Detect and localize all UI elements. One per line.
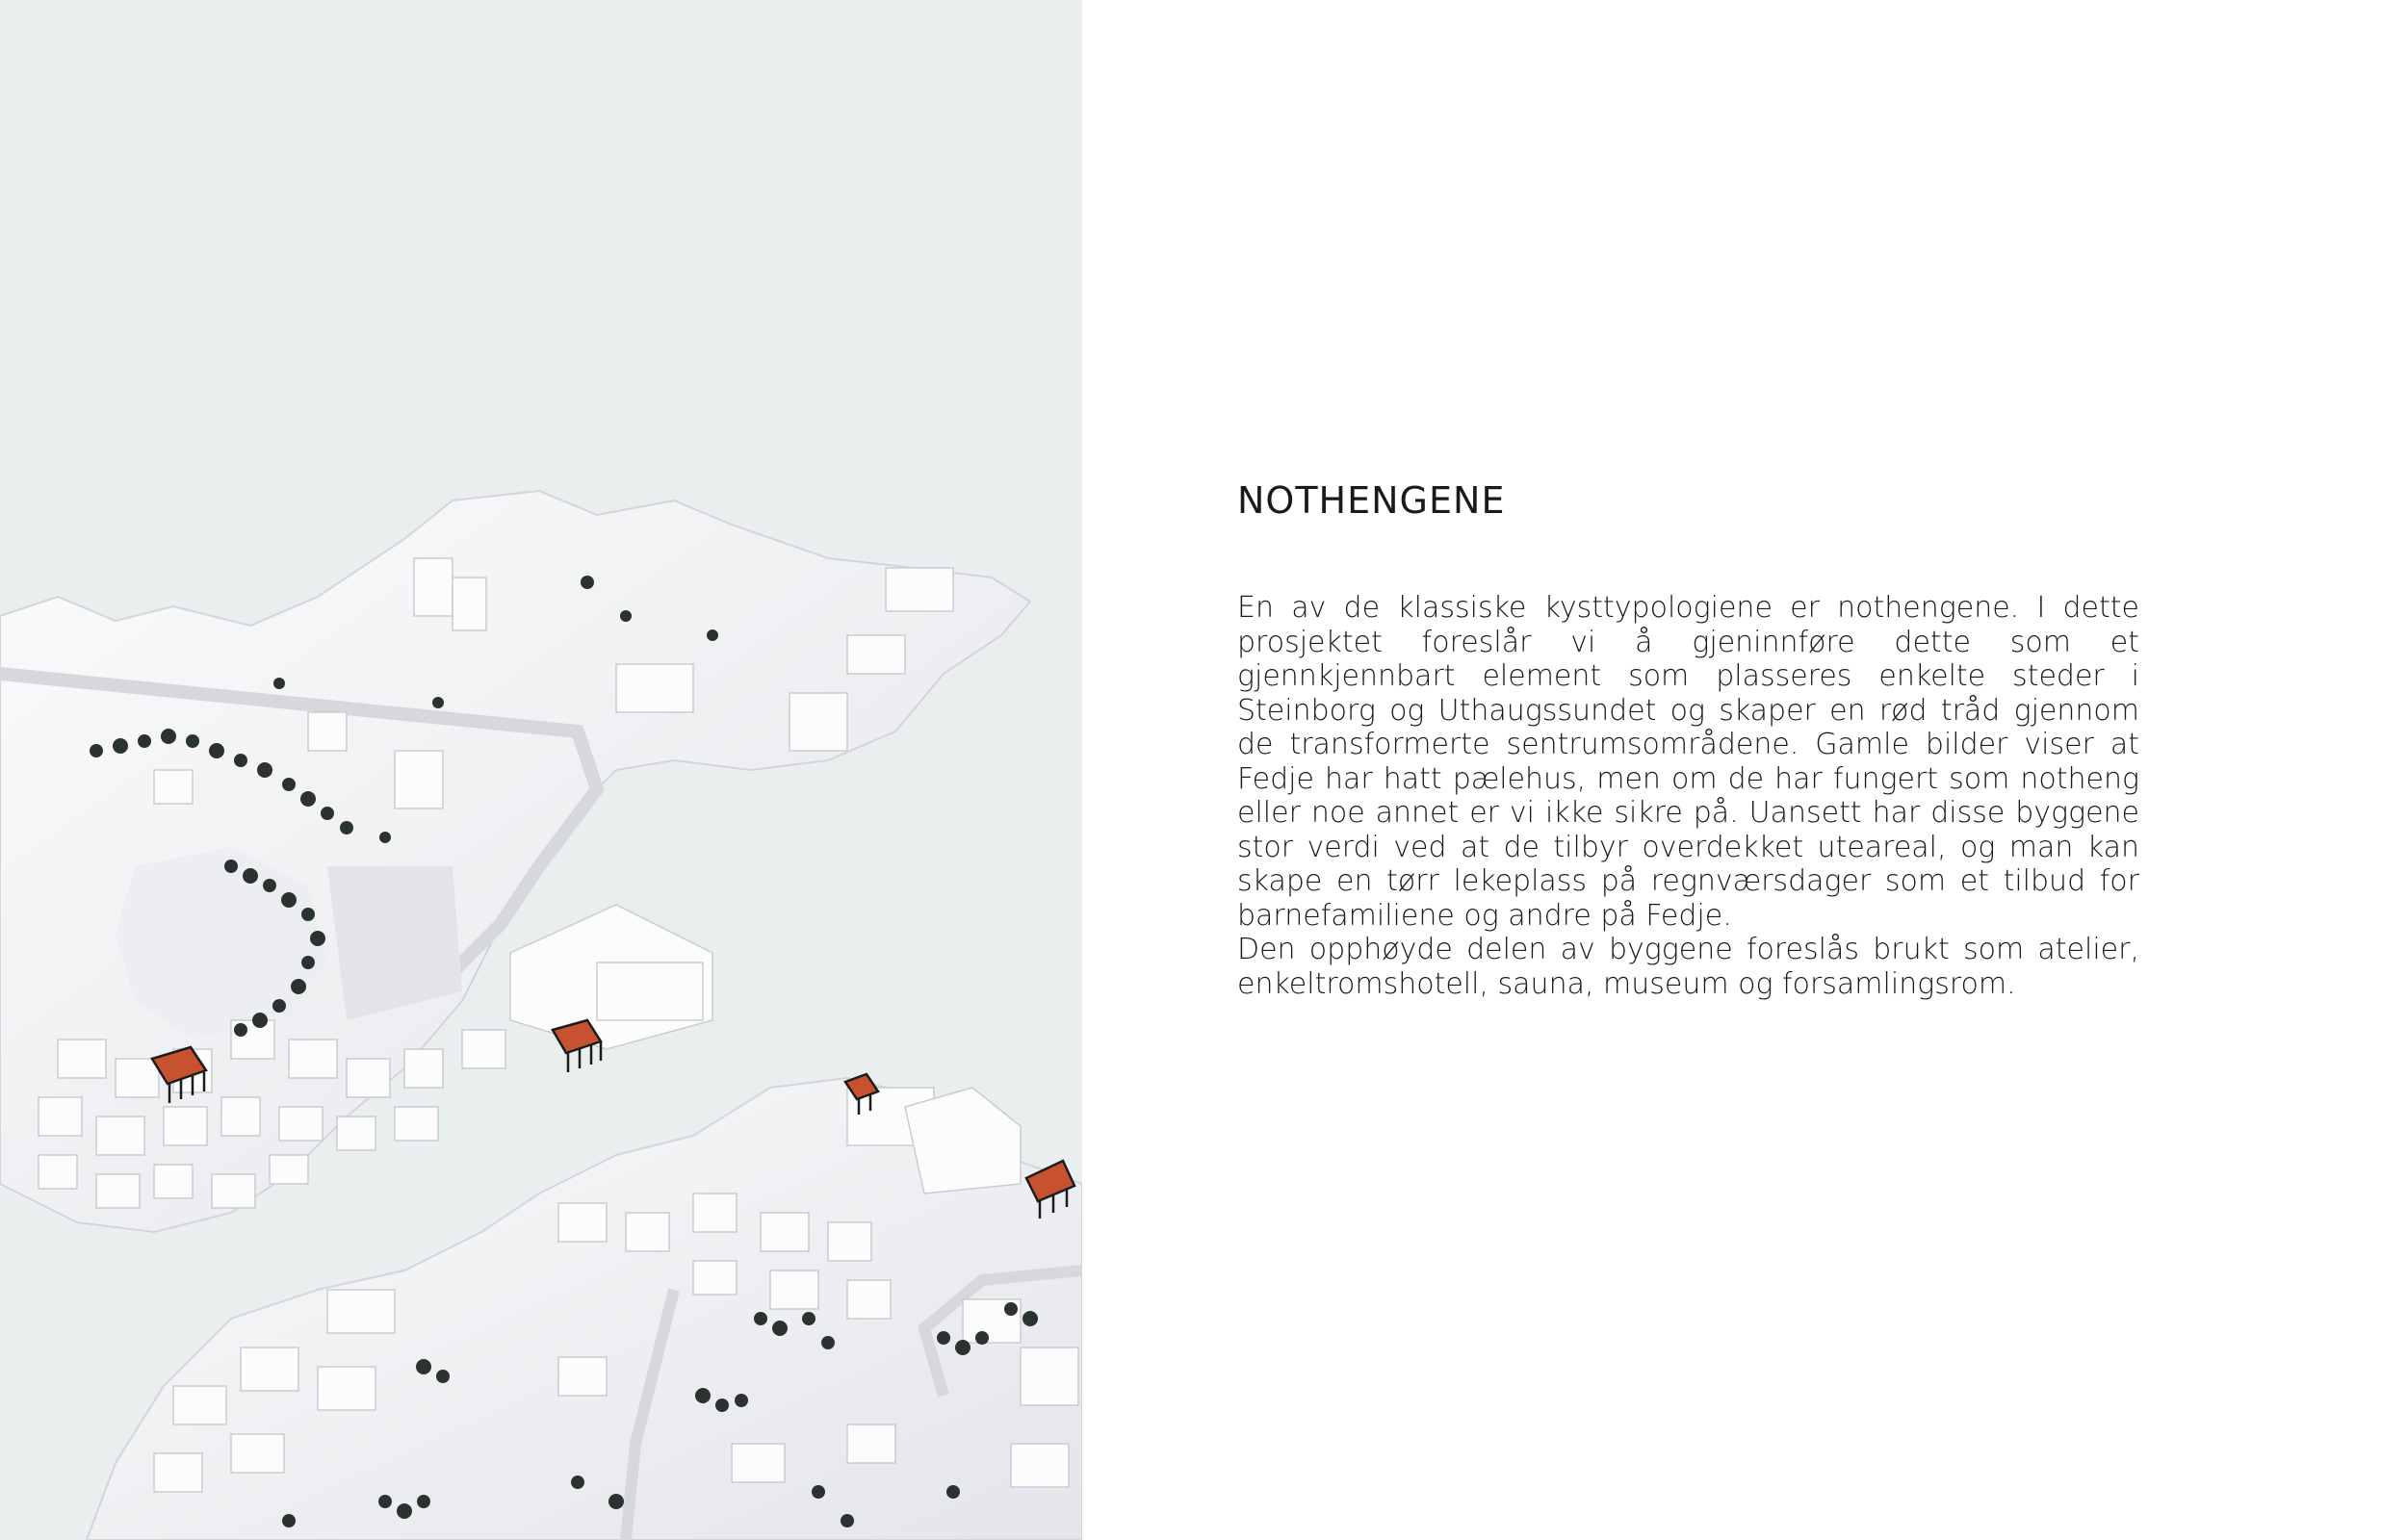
article-paragraph-2: Den opphøyde delen av byggene foreslås brukt som atelier, enkeltromshotell, sauna, museum og forsamlingsrom. bbox=[1237, 933, 2139, 1001]
aerial-render-svg bbox=[0, 0, 1082, 1540]
article bbox=[1237, 479, 2139, 1001]
article-paragraph-1: En av de klassiske kysttypologiene er nothengene. I dette prosjektet foreslår vi å gjeninnføre dette som et gjennkjennbart element som plasseres enkelte steder i Steinborg og Uthaugssundet og skaper en rød tråd gjennom de transformerte sentrumsområdene. Gamle bilder viser at Fedje har hatt pælehus, men om de har fungert som notheng eller noe annet er vi ikke sikre på. Uansett har disse byggene stor verdi ved at de tilbyr overdekket uteareal, og man kan skape en tørr lekeplass på regnværsdager som et tilbud for barnefamiliene og andre på Fedje. bbox=[1237, 591, 2139, 933]
aerial-town-illustration bbox=[0, 0, 1082, 1540]
article-title: NOTHENGENE bbox=[1237, 479, 1506, 522]
notheng-2 bbox=[553, 1020, 601, 1072]
